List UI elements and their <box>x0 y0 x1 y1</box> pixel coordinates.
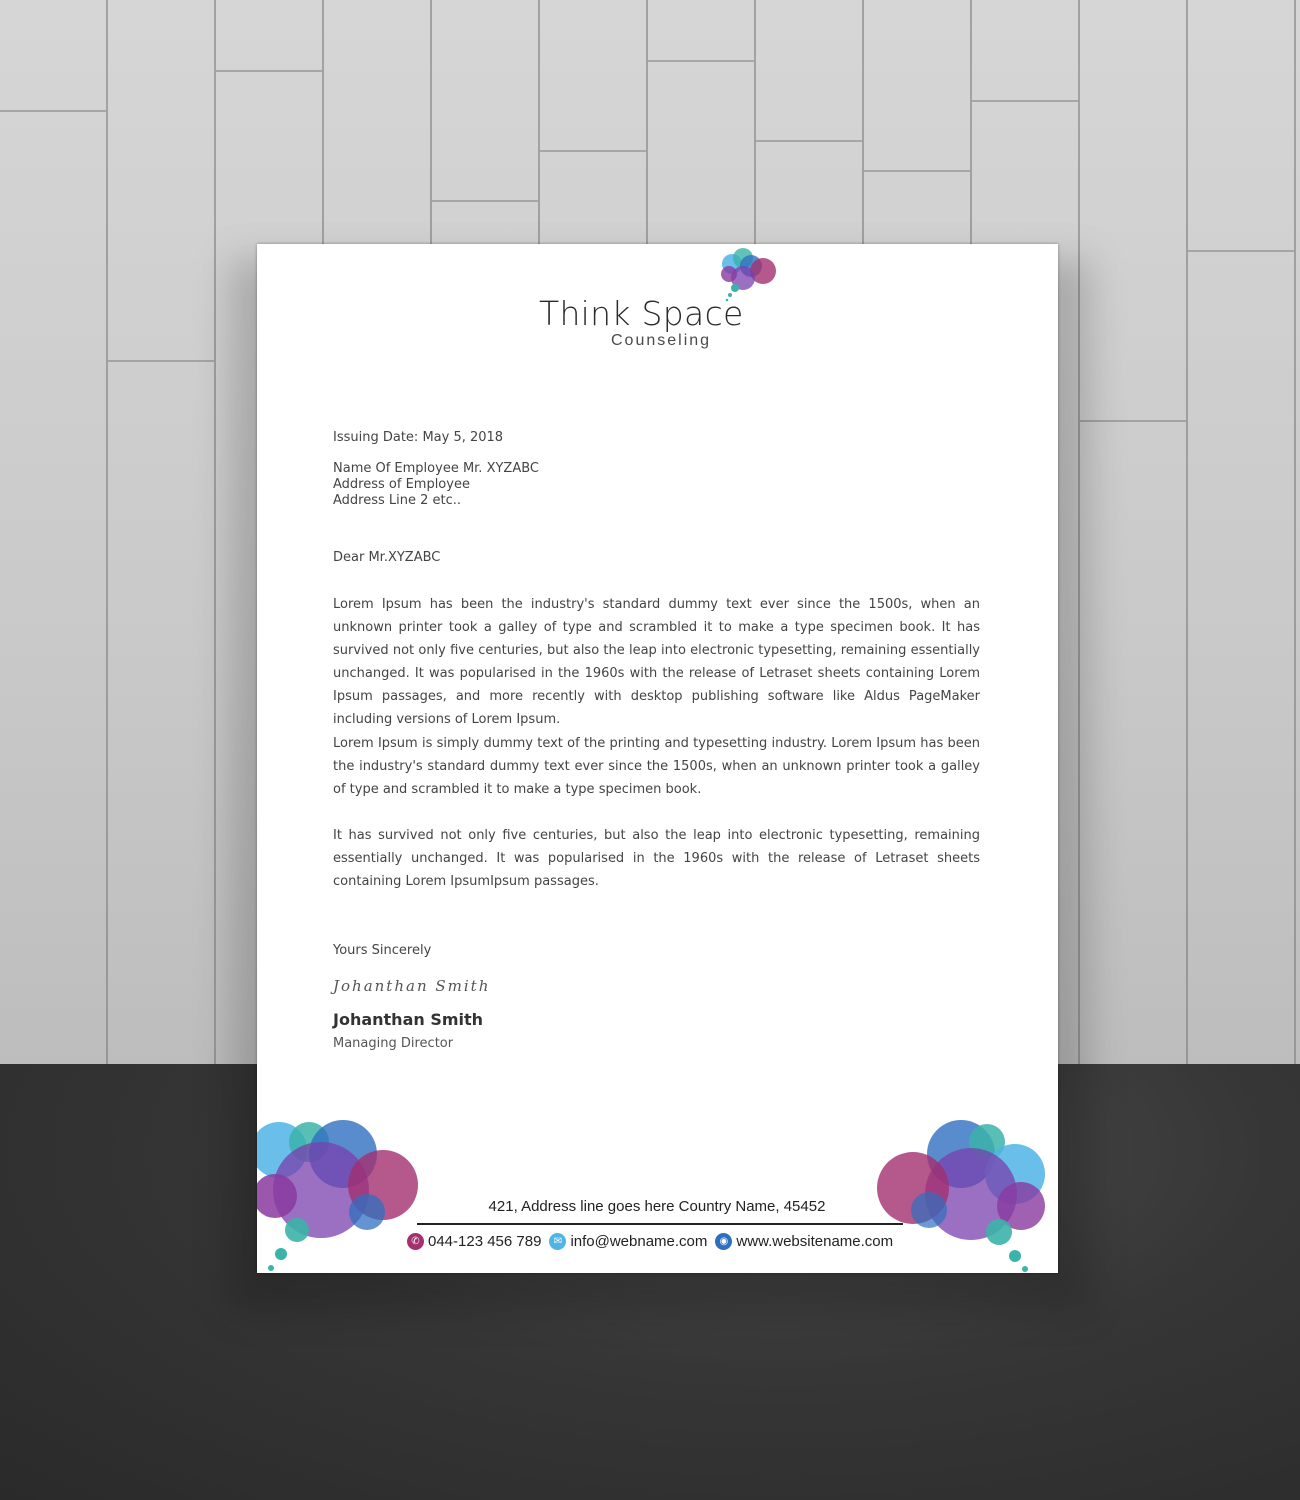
globe-icon: ◉ <box>715 1233 732 1250</box>
logo-subtitle: Counseling <box>611 332 712 349</box>
website-contact[interactable] <box>715 1233 893 1250</box>
logo-title: Think Space <box>539 294 744 333</box>
letterhead-page <box>257 244 1058 1273</box>
footer-bubbles-left-icon <box>257 1110 427 1273</box>
email-contact[interactable] <box>549 1233 707 1250</box>
recipient-address-1: Address of Employee <box>333 477 470 492</box>
recipient-block <box>333 461 980 509</box>
footer-contacts <box>407 1229 927 1253</box>
body-paragraph-2: Lorem Ipsum is simply dummy text of the printing and typesetting industry. Lorem Ipsum has been the industry's standard dummy text ever since the 1500s, when an unknown printer took a galley of type and scrambled it to make a type specimen book. <box>333 736 980 797</box>
signer-title: Managing Director <box>333 1036 454 1051</box>
body-paragraph-3: It has survived not only five centuries, but also the leap into electronic typesetting, remaining essentially unchanged. It was popularised in the 1960s with the release of Letraset sheets containing Lorem IpsumIpsum passages. <box>333 828 980 889</box>
email-address[interactable]: info@webname.com <box>570 1232 708 1250</box>
footer-address: 421, Address line goes here Country Name, 45452 <box>488 1198 826 1215</box>
footer-divider <box>417 1223 903 1225</box>
closing: Yours Sincerely <box>333 943 432 958</box>
phone-icon: ✆ <box>407 1233 424 1250</box>
website-url[interactable]: www.websitename.com <box>736 1232 894 1250</box>
recipient-address-2: Address Line 2 etc.. <box>333 493 462 508</box>
company-logo <box>535 244 795 354</box>
phone-number: 044-123 456 789 <box>428 1232 542 1250</box>
signer-name: Johanthan Smith <box>333 1010 484 1029</box>
email-icon: ✉ <box>549 1233 566 1250</box>
phone-contact <box>407 1233 541 1250</box>
issuing-date: Issuing Date: May 5, 2018 <box>333 430 504 445</box>
handwritten-signature: Johanthan Smith <box>333 977 491 995</box>
salutation: Dear Mr.XYZABC <box>333 550 441 565</box>
recipient-name: Name Of Employee Mr. XYZABC <box>333 461 539 476</box>
body-paragraph-1: Lorem Ipsum has been the industry's standard dummy text ever since the 1500s, when an unknown printer took a galley of type and scrambled it to make a type specimen book. It has survived not only five centuries, but also the leap into electronic typesetting, remaining essentially unchanged. It was popularised in the 1960s with the release of Letraset sheets containing Lorem Ipsum passages, and more recently with desktop publishing software like Aldus PageMaker including versions of Lorem Ipsum. <box>333 597 980 727</box>
